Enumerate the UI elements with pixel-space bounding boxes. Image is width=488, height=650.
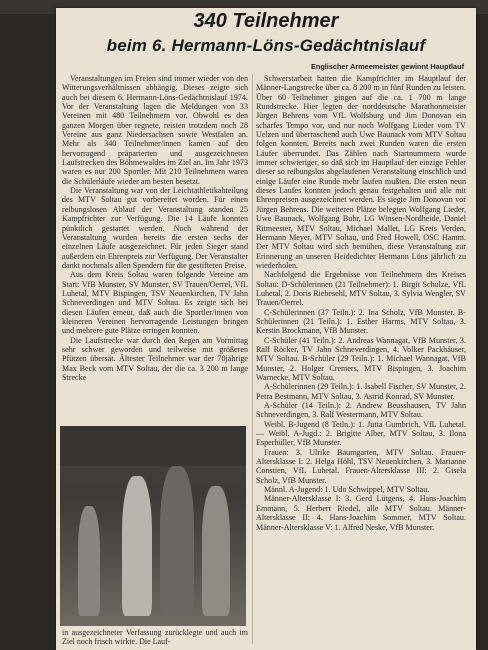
runner-figure [160, 466, 194, 616]
paragraph: Die Veranstaltung war von der Leichtathletikabteilung des MTV Soltau gut vorbereitet worden. Für einen reibungslosen Ablauf der Veranstaltung standen 25 Kampfrichter zur Verfügung. Die 14 Läufe konnten pünktlich gestartet werden. Noch während der Veranstaltung wurden bereits die ersten sechs der einzelnen Läufe ausgezeichnet. Für jeden Sieger stand außerdem ein Ehrenpreis zur Verfügung. Der Veranstalter dankt nochmals allen Spendern für die gestifteten Preise. [62, 186, 249, 270]
headline-line2: beim 6. Hermann-Löns-Gedächtnislauf [106, 36, 426, 55]
paragraph: Schwerstarbeit hatten die Kampfrichter im Hauptlauf der Männer-Langstrecke über ca. 8 200 m in fünf Runden zu leisten. Über 60 Teilnehmer gingen auf die ca. 1 700 m lange Rundstrecke. Hier legten der norddeutsche Marathonmeister Jürgen Behrens vom VfL Wolfsburg und Jim Donovan ein scharfes Tempo vor, und nur noch Wolfgang Lieder vom TV Uelzen und überraschend auch Uwe Baunack vom MTV Soltau folgen konnten. Bereits nach zwei Runden waren die ersten Läufer überrundet. Das Zählen nach Startnummern wurde immer schwieriger, so daß sich im Hauptlauf der einzige Fehler dieser so reibungslos abgelaufenen Veranstaltung einschlich und einige Läufer eine Runde mehr laufen mußten. Die ersten neun dieses Laufes konnten jedoch genau festgehalten und alle mit Ehrenpreisen ausgezeichnet werden. Es siegte Jim Donovan vor Jürgen Behrens. Die weiteren Plätze belegten Wolfgang Lieder, Uwe Baunack, Wolfgang Buhr, LG Winsen-Nordheide, Daniel Ritmeester, MTV Soltau, Michael Mallet, LG Kreis Verden, Hermann Meyer, MTV Soltau, und Fred Howell, OSC Hamm. Der MTV Soltau wird sich bemühen, diese Veranstaltung zur Erinnerung an unseren Heidedichter Hermann Löns jährlich zu wiederholen. [256, 74, 466, 270]
paragraph: C-Schüler (41 Teiln.): 2. Andreas Wannagat, VfB Munster, 3. Ralf Röcker, TV Jahn Schneverdingen, 4. Volker Packhäuser, MTV Soltau. B-Schüler (29 Teiln.): 1. Michael Wannagat, VfB Munster, 2. Holger Cremers, MTV Bispingen, 3. Joachim Warnecke, MTV Soltau. [256, 335, 466, 382]
column-divider [252, 74, 253, 644]
runner-figure [78, 506, 100, 616]
paragraph: Weibl. B-Jugend (8 Teiln.): 1. Jutta Gumbrich, VfL Luhetal. — Weibl. A-Jugd.: 2. Brigitte Alber, MTV Soltau, 3. Ilona Esperhüller, VfB Munster. [256, 419, 466, 448]
paragraph: A-Schüler (14 Teiln.): 2. Andrew Beusshausen, TV Jahn Schneverdingen, 3. Ralf Westermann, MTV Soltau. [256, 401, 466, 420]
paragraph: Männer-Altersklasse I: 3. Gerd Lütgens, 4. Hans-Joachim Emmann, 5. Herbert Riedel, alle MTV Soltau. Männer-Altersklasse II: 4. Hans-Joachim Sommer, MTV Soltau. Männer-Altersklasse V: 1. Alfred Neske, VfB Munster. [256, 494, 466, 532]
photo-runners [60, 426, 246, 626]
paragraph: Aus dem Kreis Soltau waren folgende Vereine am Start: VfB Munster, SV Munster, SV Trauen/Oerrel, VfL Luhetal, MTV Bispingen, TSV Neuenkirchen, TV Jahn Schneverdingen und MTV Soltau. Es zeigte sich bei diesen Läufen erneut, daß auch die Sportler/innen von kleineren Vereinen hervorragende Leistungen bringen und mehrere gute Plätze erringen konnten. [62, 270, 248, 336]
newspaper-clipping [56, 8, 476, 650]
subheadline: Englischer Armeemeister gewinnt Hauptlauf [311, 62, 464, 71]
photo-caption: in ausgezeichneter Verfassung zurücklegte und auch im Ziel noch frisch wirkte. Die Lauf- [62, 628, 248, 647]
right-column [256, 74, 466, 532]
headline-line1: 340 Teilnehmer [193, 10, 339, 32]
paragraph: Nachfolgend die Ergebnisse von Teilnehmern des Kreises Soltau: D-Schülerinnen (21 Teilnehmer): 1. Birgit Schulze, VfL Luhetal, 2. Doris Riebesehl, MTV Soltau, 3. Sylvia Wengler, SV Trauen/Oerrel. [256, 270, 466, 308]
runner-figure [202, 486, 230, 616]
paragraph: C-Schülerinnen (37 Teiln.): 2. Ina Scholz, VfB Munster. B-Schülerinnen (21 Teiln.): 1. Esther Harms, MTV Soltau, 3. Kerstin Brockmann, VfB Munster. [256, 307, 466, 336]
photo-trees [60, 426, 246, 466]
paragraph: Männl. A-Jugend: 1. Udo Schwippel, MTV Soltau. [264, 485, 430, 495]
paragraph: Veranstaltungen im Freien sind immer wieder von den Witterungsverhältnissen abhängig. Dieses zeigte sich auch bei diesem 6. Hermann-Löns-Gedächtnislauf 1974. Vor der Veranstaltung lagen die Meldungen von 33 Vereinen mit 480 Teilnehmern vor. Obwohl es den ganzen Morgen über regnete, reisten trotzdem noch 28 Vereine aus ganz Niedersachsen sowie Westfalen an. Mehr als 340 Teilnehmer/innen kamen auf den hervorragend präparierten und ausgezeichneten Laufstrecken des Böhmewaldes im Ziel an. Im Jahr 1973 waren es nur 200 Sportler. Mit 210 Teilnehmern waren die Schülerläufe wieder am besten besetzt. [62, 74, 248, 186]
runner-figure [122, 476, 152, 616]
paragraph: A-Schülerinnen (29 Teiln.): 1. Isabell Fischer, SV Munster, 2. Petra Bestmann, MTV Soltau, 3. Astrid Konrad, SV Munster. [256, 382, 466, 401]
left-column [62, 74, 248, 382]
paragraph: Frauen: 3. Ulrike Baumgarten, MTV Soltau. Frauen-Altersklasse I: 2. Helga Höhl, TSV Neuenkirchen, 3. Marianne Constien, VfL Luhetal. Frauen-Altersklasse III: 2. Gisela Scholz, VfB Munster. [256, 447, 466, 485]
paragraph: Die Laufstrecke war durch den Regen am Vormittag sehr schwer geworden und teilweise mit größeren Pfützen übersät. Ältester Teilnehmer war der 70jährige Max Beck vom MTV Soltau, der die ca. 3 200 m lange Strecke [62, 335, 248, 382]
